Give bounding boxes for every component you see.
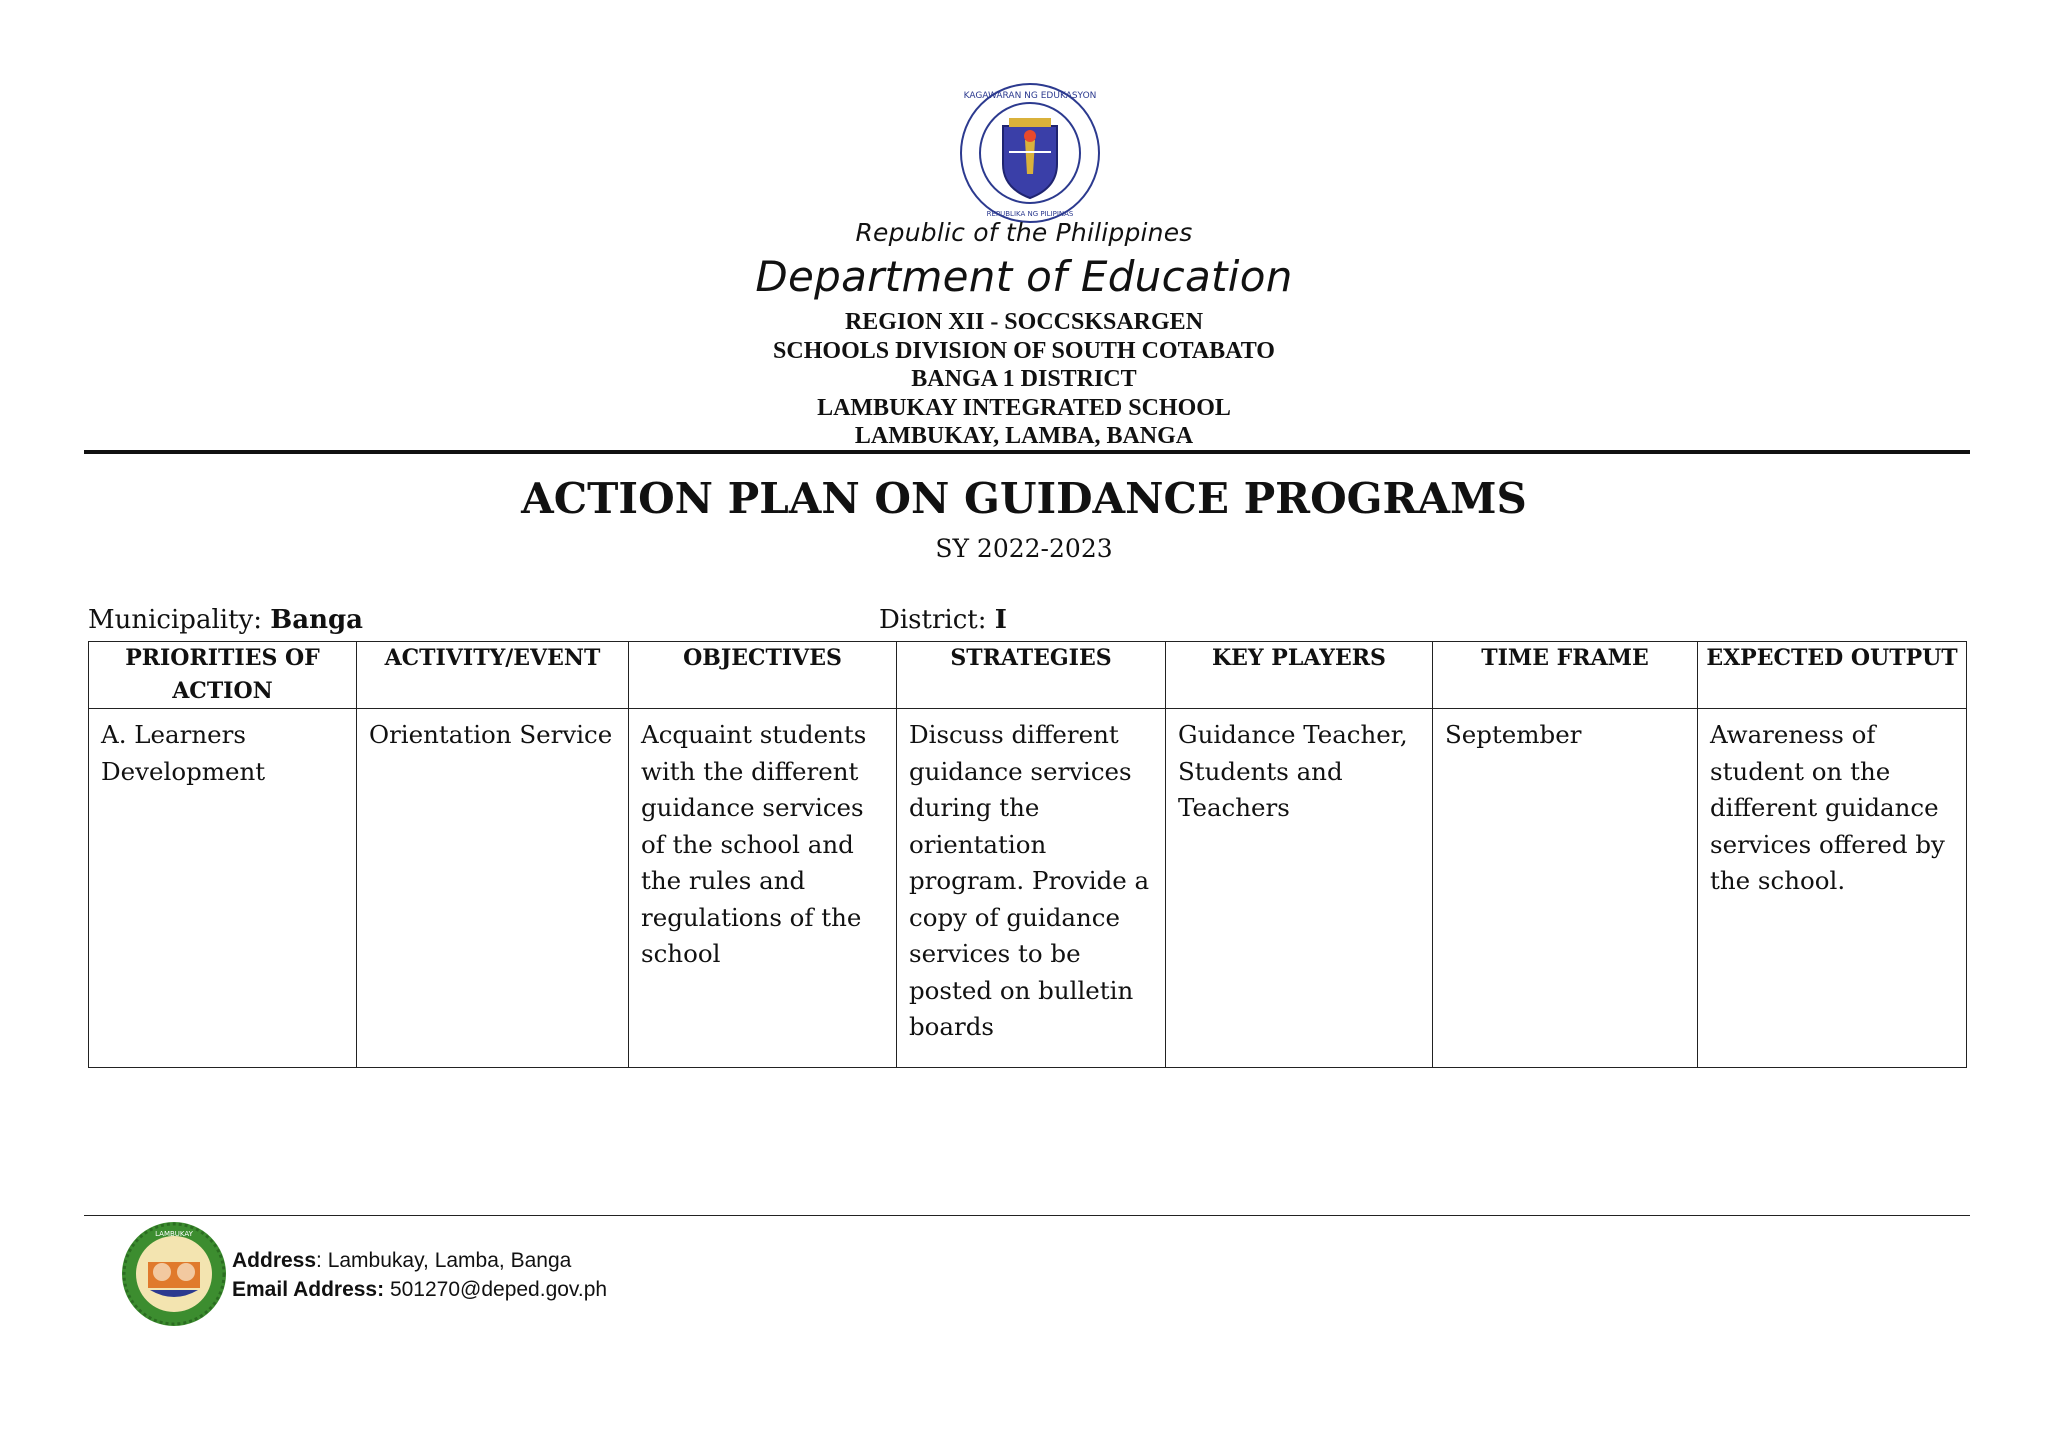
cell-key-players: Guidance Teacher, Students and Teachers xyxy=(1166,709,1433,1068)
footer-email xyxy=(232,1278,607,1302)
municipality-field xyxy=(88,605,363,635)
school-address-line: LAMBUKAY, LAMBA, BANGA xyxy=(854,423,1194,449)
header-expected-output: EXPECTED OUTPUT xyxy=(1698,642,1967,709)
cell-expected-output: Awareness of student on the different guidance services offered by the school. xyxy=(1698,709,1967,1068)
cell-strategies: Discuss different guidance services during the orientation program. Provide a copy of guidance services to be posted on bulletin boards xyxy=(897,709,1166,1068)
svg-text:REPUBLIKA NG PILIPINAS: REPUBLIKA NG PILIPINAS xyxy=(986,210,1074,218)
district-field xyxy=(879,605,1007,635)
region-line: REGION XII - SOCCSKSARGEN xyxy=(844,309,1204,335)
cell-objectives: Acquaint students with the different guidance services of the school and the rules and regulations of the school xyxy=(629,709,897,1068)
header-objectives: OBJECTIVES xyxy=(629,642,897,709)
header-divider xyxy=(84,450,1970,454)
footer-address xyxy=(232,1249,571,1273)
cell-activity: Orientation Service xyxy=(357,709,629,1068)
deped-seal-logo xyxy=(959,82,1101,224)
municipality-label: Municipality: xyxy=(88,605,262,635)
district-line: BANGA 1 DISTRICT xyxy=(911,366,1137,392)
republic-heading: Republic of the Philippines xyxy=(855,218,1193,247)
header-priorities: PRIORITIES OF ACTION xyxy=(89,642,357,709)
table-header-row xyxy=(89,642,1967,709)
school-line: LAMBUKAY INTEGRATED SCHOOL xyxy=(817,394,1231,421)
header-strategies: STRATEGIES xyxy=(897,642,1166,709)
cell-priority: A. Learners Development xyxy=(89,709,357,1068)
svg-text:KAGAWARAN NG EDUKASYON: KAGAWARAN NG EDUKASYON xyxy=(963,91,1097,101)
school-year: SY 2022-2023 xyxy=(935,534,1113,563)
email-label: Email Address: xyxy=(232,1278,385,1301)
cell-time-frame: September xyxy=(1433,709,1698,1068)
office-block xyxy=(0,308,2048,451)
department-heading: Department of Education xyxy=(755,252,1293,301)
header-activity: ACTIVITY/EVENT xyxy=(357,642,629,709)
address-value: : Lambukay, Lamba, Banga xyxy=(316,1249,572,1272)
header-key-players: KEY PLAYERS xyxy=(1166,642,1433,709)
document-title: ACTION PLAN ON GUIDANCE PROGRAMS xyxy=(521,474,1527,523)
email-value: 501270@deped.gov.ph xyxy=(384,1278,608,1301)
footer-divider xyxy=(84,1215,1970,1216)
division-line: SCHOOLS DIVISION OF SOUTH COTABATO xyxy=(773,337,1275,364)
school-logo xyxy=(120,1220,228,1328)
municipality-value: Banga xyxy=(270,605,364,635)
header-time-frame: TIME FRAME xyxy=(1433,642,1698,709)
action-plan-table xyxy=(88,641,1967,1068)
district-label: District: xyxy=(879,605,987,635)
table-row xyxy=(89,709,1967,1068)
address-label: Address xyxy=(232,1249,317,1272)
svg-text:LAMBUKAY: LAMBUKAY xyxy=(155,1230,193,1238)
district-value: I xyxy=(994,605,1007,635)
